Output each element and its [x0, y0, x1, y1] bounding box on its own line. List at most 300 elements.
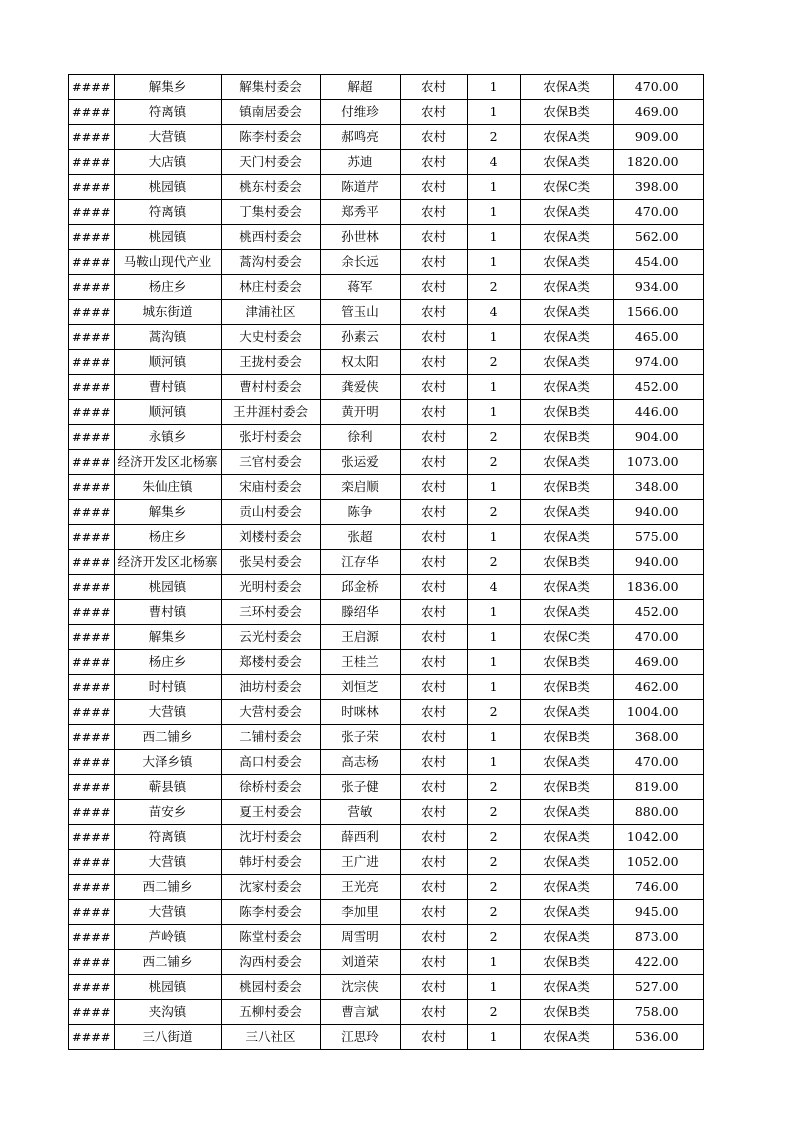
cell-name: 王桂兰	[320, 650, 400, 675]
table-row	[69, 725, 704, 750]
cell-type: 农村	[400, 900, 467, 925]
cell-committee: 光明村委会	[221, 575, 320, 600]
cell-type: 农村	[400, 425, 467, 450]
cell-count: 2	[467, 425, 520, 450]
cell-count: 1	[467, 100, 520, 125]
cell-name: 孙素云	[320, 325, 400, 350]
cell-town: 杨庄乡	[114, 525, 221, 550]
cell-type: 农村	[400, 300, 467, 325]
cell-committee: 三环村委会	[221, 600, 320, 625]
cell-category: 农保A类	[520, 875, 613, 900]
cell-committee: 桃园村委会	[221, 975, 320, 1000]
cell-amount: 527.00	[613, 975, 703, 1000]
cell-committee: 沈家村委会	[221, 875, 320, 900]
cell-category: 农保A类	[520, 575, 613, 600]
cell-name: 周雪明	[320, 925, 400, 950]
cell-count: 2	[467, 875, 520, 900]
table-row	[69, 425, 704, 450]
cell-town: 解集乡	[114, 75, 221, 100]
cell-id: ####	[69, 950, 115, 975]
cell-committee: 桃西村委会	[221, 225, 320, 250]
cell-category: 农保A类	[520, 200, 613, 225]
cell-committee: 高口村委会	[221, 750, 320, 775]
cell-town: 夹沟镇	[114, 1000, 221, 1025]
table-row	[69, 1000, 704, 1025]
cell-town: 桃园镇	[114, 975, 221, 1000]
cell-category: 农保A类	[520, 500, 613, 525]
cell-category: 农保B类	[520, 425, 613, 450]
cell-name: 曹言斌	[320, 1000, 400, 1025]
cell-count: 1	[467, 225, 520, 250]
cell-committee: 曹村村委会	[221, 375, 320, 400]
cell-id: ####	[69, 100, 115, 125]
cell-name: 江存华	[320, 550, 400, 575]
cell-category: 农保A类	[520, 850, 613, 875]
cell-amount: 1836.00	[613, 575, 703, 600]
data-table	[68, 74, 704, 1050]
cell-town: 曹村镇	[114, 375, 221, 400]
cell-category: 农保B类	[520, 400, 613, 425]
table-row	[69, 650, 704, 675]
cell-category: 农保C类	[520, 625, 613, 650]
cell-amount: 562.00	[613, 225, 703, 250]
cell-category: 农保A类	[520, 800, 613, 825]
cell-town: 顺河镇	[114, 400, 221, 425]
cell-town: 大泽乡镇	[114, 750, 221, 775]
cell-id: ####	[69, 700, 115, 725]
cell-count: 1	[467, 375, 520, 400]
cell-name: 孙世林	[320, 225, 400, 250]
cell-committee: 夏王村委会	[221, 800, 320, 825]
cell-town: 曹村镇	[114, 600, 221, 625]
cell-id: ####	[69, 675, 115, 700]
cell-name: 付维珍	[320, 100, 400, 125]
cell-amount: 398.00	[613, 175, 703, 200]
table-row	[69, 450, 704, 475]
cell-town: 苗安乡	[114, 800, 221, 825]
cell-committee: 二铺村委会	[221, 725, 320, 750]
cell-amount: 422.00	[613, 950, 703, 975]
cell-type: 农村	[400, 75, 467, 100]
cell-count: 1	[467, 325, 520, 350]
cell-id: ####	[69, 550, 115, 575]
cell-type: 农村	[400, 1000, 467, 1025]
cell-count: 2	[467, 850, 520, 875]
cell-name: 沈宗侠	[320, 975, 400, 1000]
cell-committee: 陈堂村委会	[221, 925, 320, 950]
cell-amount: 452.00	[613, 600, 703, 625]
cell-town: 杨庄乡	[114, 275, 221, 300]
cell-count: 1	[467, 650, 520, 675]
cell-id: ####	[69, 775, 115, 800]
cell-count: 1	[467, 950, 520, 975]
cell-category: 农保B类	[520, 725, 613, 750]
table-row	[69, 1025, 704, 1050]
cell-type: 农村	[400, 975, 467, 1000]
cell-id: ####	[69, 525, 115, 550]
cell-id: ####	[69, 200, 115, 225]
cell-category: 农保A类	[520, 700, 613, 725]
table-row	[69, 225, 704, 250]
cell-type: 农村	[400, 500, 467, 525]
cell-id: ####	[69, 825, 115, 850]
cell-count: 2	[467, 550, 520, 575]
cell-type: 农村	[400, 775, 467, 800]
cell-town: 朱仙庄镇	[114, 475, 221, 500]
table-row	[69, 350, 704, 375]
cell-category: 农保A类	[520, 225, 613, 250]
cell-town: 蕲县镇	[114, 775, 221, 800]
cell-amount: 873.00	[613, 925, 703, 950]
cell-id: ####	[69, 400, 115, 425]
cell-name: 黄开明	[320, 400, 400, 425]
table-row	[69, 250, 704, 275]
cell-id: ####	[69, 800, 115, 825]
cell-name: 王启源	[320, 625, 400, 650]
cell-amount: 348.00	[613, 475, 703, 500]
cell-amount: 974.00	[613, 350, 703, 375]
cell-type: 农村	[400, 725, 467, 750]
cell-count: 2	[467, 900, 520, 925]
cell-count: 1	[467, 400, 520, 425]
cell-committee: 韩圩村委会	[221, 850, 320, 875]
cell-name: 邱金桥	[320, 575, 400, 600]
cell-amount: 465.00	[613, 325, 703, 350]
cell-name: 栾启顺	[320, 475, 400, 500]
cell-category: 农保B类	[520, 650, 613, 675]
cell-id: ####	[69, 650, 115, 675]
cell-town: 大营镇	[114, 900, 221, 925]
table-row	[69, 675, 704, 700]
cell-count: 4	[467, 575, 520, 600]
cell-id: ####	[69, 575, 115, 600]
cell-id: ####	[69, 425, 115, 450]
cell-count: 1	[467, 250, 520, 275]
cell-name: 营敏	[320, 800, 400, 825]
cell-id: ####	[69, 725, 115, 750]
cell-type: 农村	[400, 400, 467, 425]
table-row	[69, 475, 704, 500]
cell-count: 1	[467, 525, 520, 550]
cell-amount: 575.00	[613, 525, 703, 550]
cell-committee: 三官村委会	[221, 450, 320, 475]
cell-name: 王广进	[320, 850, 400, 875]
cell-id: ####	[69, 350, 115, 375]
cell-amount: 1566.00	[613, 300, 703, 325]
table-row	[69, 200, 704, 225]
cell-type: 农村	[400, 125, 467, 150]
cell-category: 农保B类	[520, 100, 613, 125]
table-row	[69, 750, 704, 775]
cell-id: ####	[69, 875, 115, 900]
cell-town: 顺河镇	[114, 350, 221, 375]
cell-type: 农村	[400, 750, 467, 775]
cell-name: 薛西利	[320, 825, 400, 850]
cell-type: 农村	[400, 350, 467, 375]
cell-committee: 油坊村委会	[221, 675, 320, 700]
cell-count: 1	[467, 475, 520, 500]
cell-amount: 469.00	[613, 100, 703, 125]
table-row	[69, 525, 704, 550]
cell-town: 经济开发区北杨寨	[114, 450, 221, 475]
cell-committee: 陈李村委会	[221, 900, 320, 925]
table-row	[69, 900, 704, 925]
cell-count: 2	[467, 275, 520, 300]
cell-name: 解超	[320, 75, 400, 100]
table-row	[69, 125, 704, 150]
cell-committee: 林庄村委会	[221, 275, 320, 300]
cell-committee: 张圩村委会	[221, 425, 320, 450]
cell-amount: 446.00	[613, 400, 703, 425]
cell-committee: 沈圩村委会	[221, 825, 320, 850]
cell-category: 农保B类	[520, 1000, 613, 1025]
cell-town: 西二铺乡	[114, 875, 221, 900]
cell-type: 农村	[400, 475, 467, 500]
cell-town: 西二铺乡	[114, 725, 221, 750]
cell-id: ####	[69, 300, 115, 325]
cell-town: 马鞍山现代产业	[114, 250, 221, 275]
cell-count: 1	[467, 75, 520, 100]
cell-committee: 王井涯村委会	[221, 400, 320, 425]
cell-name: 王光亮	[320, 875, 400, 900]
cell-amount: 1042.00	[613, 825, 703, 850]
cell-category: 农保A类	[520, 325, 613, 350]
cell-town: 杨庄乡	[114, 650, 221, 675]
cell-town: 符离镇	[114, 825, 221, 850]
cell-count: 4	[467, 150, 520, 175]
cell-committee: 解集村委会	[221, 75, 320, 100]
cell-count: 2	[467, 1000, 520, 1025]
cell-count: 1	[467, 175, 520, 200]
cell-count: 2	[467, 800, 520, 825]
cell-id: ####	[69, 225, 115, 250]
table-row	[69, 600, 704, 625]
cell-committee: 贡山村委会	[221, 500, 320, 525]
cell-name: 张超	[320, 525, 400, 550]
cell-type: 农村	[400, 275, 467, 300]
table-row	[69, 625, 704, 650]
cell-id: ####	[69, 375, 115, 400]
cell-amount: 1820.00	[613, 150, 703, 175]
cell-name: 苏迪	[320, 150, 400, 175]
cell-id: ####	[69, 850, 115, 875]
cell-name: 郑秀平	[320, 200, 400, 225]
cell-category: 农保A类	[520, 600, 613, 625]
cell-name: 陈争	[320, 500, 400, 525]
cell-town: 桃园镇	[114, 225, 221, 250]
cell-id: ####	[69, 175, 115, 200]
cell-amount: 940.00	[613, 500, 703, 525]
cell-type: 农村	[400, 825, 467, 850]
cell-committee: 津浦社区	[221, 300, 320, 325]
cell-category: 农保A类	[520, 150, 613, 175]
cell-committee: 桃东村委会	[221, 175, 320, 200]
cell-name: 刘道荣	[320, 950, 400, 975]
cell-amount: 909.00	[613, 125, 703, 150]
cell-town: 大营镇	[114, 850, 221, 875]
cell-category: 农保A类	[520, 825, 613, 850]
cell-name: 张运爱	[320, 450, 400, 475]
cell-type: 农村	[400, 175, 467, 200]
cell-id: ####	[69, 900, 115, 925]
cell-committee: 郑楼村委会	[221, 650, 320, 675]
cell-town: 解集乡	[114, 500, 221, 525]
cell-id: ####	[69, 975, 115, 1000]
table-row	[69, 850, 704, 875]
cell-name: 蒋军	[320, 275, 400, 300]
cell-amount: 368.00	[613, 725, 703, 750]
cell-category: 农保B类	[520, 675, 613, 700]
cell-category: 农保A类	[520, 250, 613, 275]
cell-town: 三八街道	[114, 1025, 221, 1050]
cell-amount: 819.00	[613, 775, 703, 800]
cell-count: 2	[467, 350, 520, 375]
cell-type: 农村	[400, 325, 467, 350]
table-row	[69, 975, 704, 1000]
cell-name: 时咪林	[320, 700, 400, 725]
table-row	[69, 100, 704, 125]
cell-category: 农保A类	[520, 125, 613, 150]
cell-count: 1	[467, 975, 520, 1000]
cell-name: 张子荣	[320, 725, 400, 750]
table-body	[69, 75, 704, 1050]
table-row	[69, 400, 704, 425]
cell-category: 农保A类	[520, 75, 613, 100]
cell-town: 大营镇	[114, 125, 221, 150]
table-row	[69, 700, 704, 725]
table-row	[69, 75, 704, 100]
cell-type: 农村	[400, 800, 467, 825]
cell-amount: 1004.00	[613, 700, 703, 725]
cell-category: 农保A类	[520, 925, 613, 950]
cell-type: 农村	[400, 250, 467, 275]
cell-count: 4	[467, 300, 520, 325]
cell-type: 农村	[400, 950, 467, 975]
cell-name: 管玉山	[320, 300, 400, 325]
cell-committee: 张吴村委会	[221, 550, 320, 575]
cell-amount: 1052.00	[613, 850, 703, 875]
cell-town: 芦岭镇	[114, 925, 221, 950]
cell-count: 1	[467, 675, 520, 700]
cell-count: 1	[467, 1025, 520, 1050]
cell-type: 农村	[400, 625, 467, 650]
cell-type: 农村	[400, 450, 467, 475]
cell-type: 农村	[400, 850, 467, 875]
cell-name: 李加里	[320, 900, 400, 925]
cell-category: 农保A类	[520, 450, 613, 475]
cell-category: 农保B类	[520, 550, 613, 575]
cell-committee: 大营村委会	[221, 700, 320, 725]
table-row	[69, 825, 704, 850]
cell-name: 徐利	[320, 425, 400, 450]
cell-id: ####	[69, 625, 115, 650]
cell-type: 农村	[400, 150, 467, 175]
cell-amount: 880.00	[613, 800, 703, 825]
cell-id: ####	[69, 150, 115, 175]
cell-name: 高志杨	[320, 750, 400, 775]
table-row	[69, 550, 704, 575]
cell-name: 郝鸣亮	[320, 125, 400, 150]
cell-id: ####	[69, 250, 115, 275]
cell-committee: 五柳村委会	[221, 1000, 320, 1025]
cell-amount: 470.00	[613, 750, 703, 775]
cell-amount: 454.00	[613, 250, 703, 275]
table-row	[69, 875, 704, 900]
cell-committee: 王拢村委会	[221, 350, 320, 375]
cell-town: 蒿沟镇	[114, 325, 221, 350]
cell-amount: 934.00	[613, 275, 703, 300]
cell-type: 农村	[400, 1025, 467, 1050]
cell-category: 农保A类	[520, 300, 613, 325]
table-row	[69, 500, 704, 525]
table-row	[69, 775, 704, 800]
table-row	[69, 275, 704, 300]
cell-name: 江思玲	[320, 1025, 400, 1050]
cell-town: 西二铺乡	[114, 950, 221, 975]
table-row	[69, 950, 704, 975]
cell-type: 农村	[400, 675, 467, 700]
cell-type: 农村	[400, 100, 467, 125]
cell-amount: 470.00	[613, 200, 703, 225]
cell-id: ####	[69, 475, 115, 500]
cell-committee: 三八社区	[221, 1025, 320, 1050]
cell-town: 桃园镇	[114, 175, 221, 200]
cell-name: 权太阳	[320, 350, 400, 375]
cell-town: 大店镇	[114, 150, 221, 175]
cell-type: 农村	[400, 600, 467, 625]
cell-id: ####	[69, 125, 115, 150]
cell-type: 农村	[400, 525, 467, 550]
cell-amount: 452.00	[613, 375, 703, 400]
cell-name: 刘恒芝	[320, 675, 400, 700]
cell-count: 1	[467, 200, 520, 225]
cell-name: 余长远	[320, 250, 400, 275]
cell-committee: 天门村委会	[221, 150, 320, 175]
cell-count: 1	[467, 725, 520, 750]
cell-id: ####	[69, 275, 115, 300]
cell-amount: 1073.00	[613, 450, 703, 475]
cell-id: ####	[69, 1025, 115, 1050]
cell-committee: 蒿沟村委会	[221, 250, 320, 275]
cell-amount: 470.00	[613, 625, 703, 650]
table-row	[69, 300, 704, 325]
cell-type: 农村	[400, 925, 467, 950]
cell-amount: 758.00	[613, 1000, 703, 1025]
cell-count: 2	[467, 925, 520, 950]
cell-count: 2	[467, 500, 520, 525]
cell-count: 2	[467, 700, 520, 725]
cell-count: 1	[467, 625, 520, 650]
cell-amount: 904.00	[613, 425, 703, 450]
cell-id: ####	[69, 500, 115, 525]
table-row	[69, 800, 704, 825]
cell-category: 农保A类	[520, 350, 613, 375]
table-row	[69, 175, 704, 200]
cell-type: 农村	[400, 225, 467, 250]
cell-count: 2	[467, 775, 520, 800]
cell-committee: 大史村委会	[221, 325, 320, 350]
cell-town: 符离镇	[114, 100, 221, 125]
cell-id: ####	[69, 450, 115, 475]
cell-id: ####	[69, 75, 115, 100]
cell-committee: 镇南居委会	[221, 100, 320, 125]
cell-count: 2	[467, 450, 520, 475]
cell-amount: 469.00	[613, 650, 703, 675]
cell-type: 农村	[400, 550, 467, 575]
cell-amount: 746.00	[613, 875, 703, 900]
cell-type: 农村	[400, 875, 467, 900]
cell-type: 农村	[400, 650, 467, 675]
